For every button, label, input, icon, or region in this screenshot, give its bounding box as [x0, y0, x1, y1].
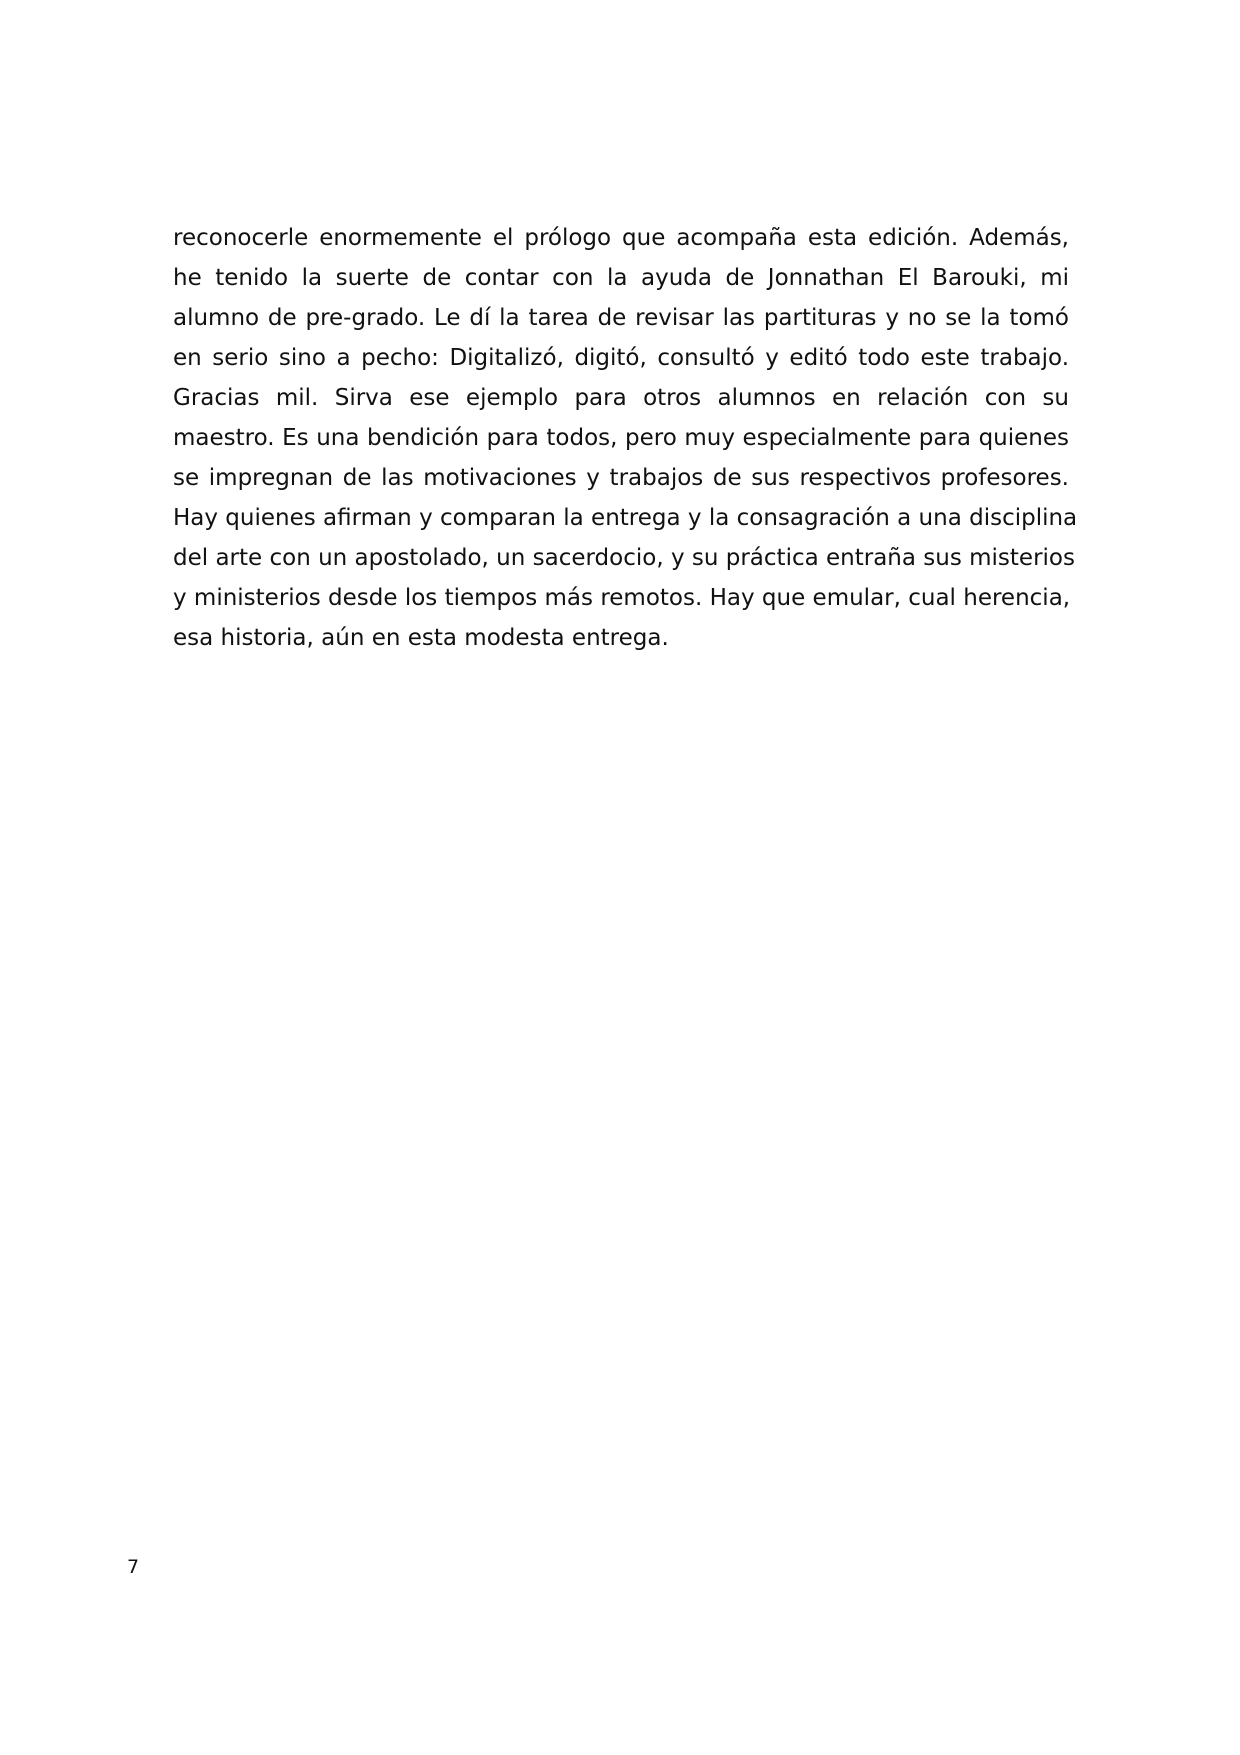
paragraph-line: se impregnan de las motivaciones y trabajos de sus respectivos profesores.	[173, 465, 1069, 491]
paragraph-line: en serio sino a pecho: Digitalizó, digitó, consultó y editó todo este trabajo.	[173, 345, 1069, 371]
page-number: 7	[127, 1556, 140, 1578]
paragraph-line: Gracias mil. Sirva ese ejemplo para otros alumnos en relación con su	[173, 385, 1069, 411]
paragraph-line: alumno de pre-grado. Le dí la tarea de revisar las partituras y no se la tomó	[173, 305, 1069, 331]
paragraph-line: reconocerle enormemente el prólogo que acompaña esta edición. Además,	[173, 225, 1069, 251]
paragraph-line: Hay quienes afirman y comparan la entrega y la consagración a una disciplina	[173, 505, 1078, 531]
paragraph-line: maestro. Es una bendición para todos, pero muy especialmente para quienes	[173, 425, 1069, 451]
paragraph-line: esa historia, aún en esta modesta entrega.	[173, 625, 669, 651]
paragraph-line: he tenido la suerte de contar con la ayuda de Jonnathan El Barouki, mi	[173, 265, 1069, 291]
paragraph-line: y ministerios desde los tiempos más remotos. Hay que emular, cual herencia,	[173, 585, 1071, 611]
body-paragraph	[173, 218, 1078, 658]
paragraph-line: del arte con un apostolado, un sacerdocio, y su práctica entraña sus misterios	[173, 545, 1075, 571]
